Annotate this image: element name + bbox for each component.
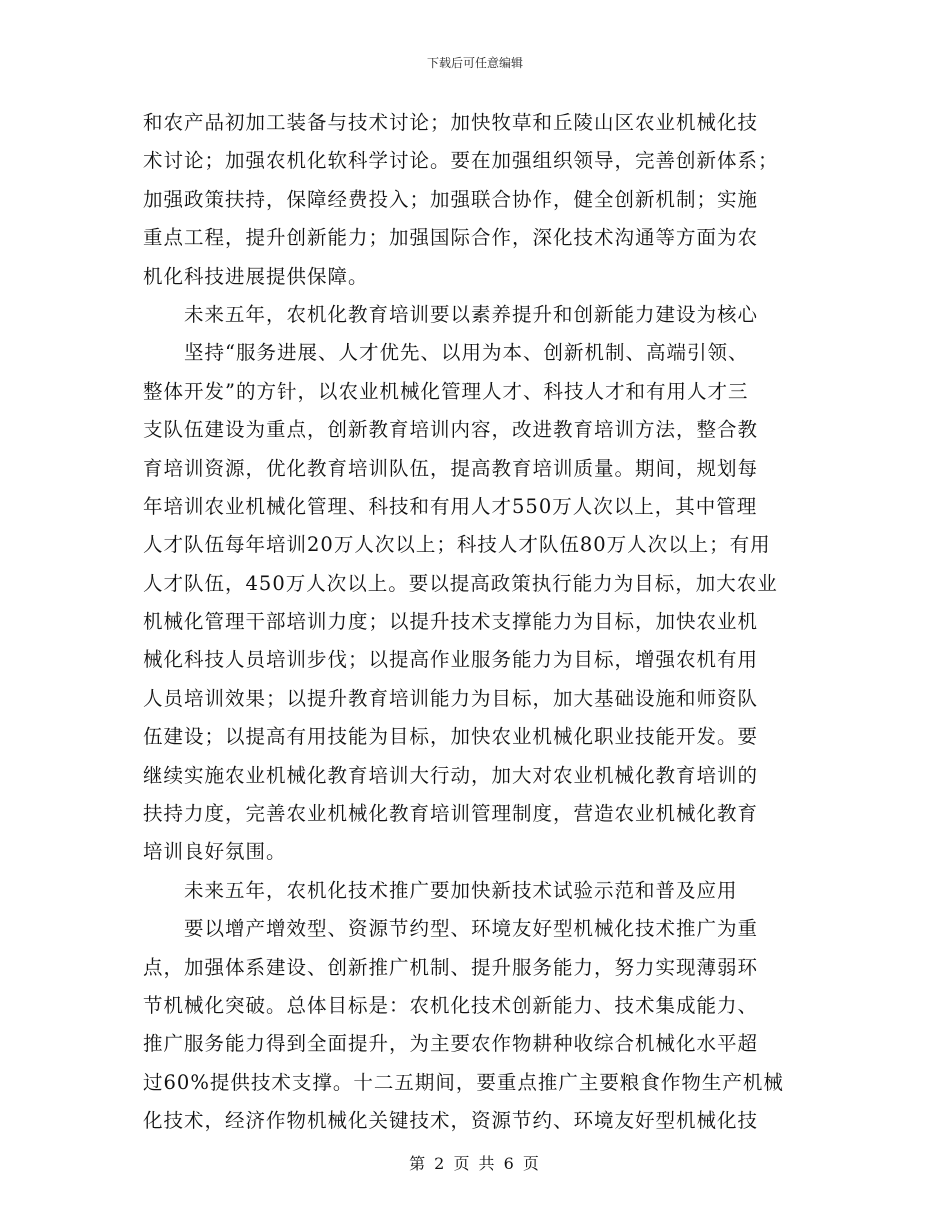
text-line: 支队伍建设为重点，创新教育培训内容，改进教育培训方法，整合教 bbox=[143, 418, 759, 442]
body-text bbox=[143, 104, 813, 1141]
text-line: 械化科技人员培训步伐；以提高作业服务能力为目标，增强农机有用 bbox=[143, 648, 759, 672]
text-line: 坚持“服务进展、人才优先、以用为本、创新机制、高端引领、 bbox=[184, 341, 749, 365]
text-line: 要以增产增效型、资源节约型、环境友好型机械化技术推广为重 bbox=[184, 917, 759, 941]
text-line: 伍建设；以提高有用技能为目标，加快农业机械化职业技能开发。要 bbox=[143, 725, 759, 749]
text-line: 和农产品初加工装备与技术讨论；加快牧草和丘陵山区农业机械化技 bbox=[143, 111, 759, 134]
page-header: 下载后可任意编辑 bbox=[426, 56, 523, 70]
text-line: 人才队伍每年培训20万人次以上；科技人才队伍80万人次以上；有用 bbox=[143, 533, 771, 557]
text-line: 继续实施农业机械化教育培训大行动，加大对农业机械化教育培训的 bbox=[143, 763, 759, 787]
text-line: 培训良好氛围。 bbox=[143, 840, 287, 864]
section-heading: 未来五年，农机化教育培训要以素养提升和创新能力建设为核心 bbox=[184, 302, 759, 326]
text-line: 整体开发”的方针，以农业机械化管理人才、科技人才和有用人才三 bbox=[143, 379, 749, 403]
text-line: 点，加强体系建设、创新推广机制、提升服务能力，努力实现薄弱环 bbox=[143, 955, 759, 979]
text-line: 化技术，经济作物机械化关键技术，资源节约、环境友好型机械化技 bbox=[143, 1109, 759, 1133]
text-line: 机化科技进展提供保障。 bbox=[143, 264, 369, 288]
page-footer: 第 2 页 共 6 页 bbox=[409, 1154, 541, 1173]
text-line: 人员培训效果；以提升教育培训能力为目标，加大基础设施和师资队 bbox=[143, 686, 759, 710]
text-line: 扶持力度，完善农业机械化教育培训管理制度，营造农业机械化教育 bbox=[143, 802, 759, 826]
text-line: 人才队伍，450万人次以上。要以提高政策执行能力为目标，加大农业 bbox=[143, 571, 778, 595]
text-line: 育培训资源，优化教育培训队伍，提高教育培训质量。期间，规划每 bbox=[143, 456, 759, 480]
text-line: 重点工程，提升创新能力；加强国际合作，深化技术沟通等方面为农 bbox=[143, 226, 759, 250]
text-line: 术讨论；加强农机化软科学讨论。要在加强组织领导，完善创新体系； bbox=[143, 149, 779, 173]
text-line: 年培训农业机械化管理、科技和有用人才550万人次以上，其中管理 bbox=[143, 494, 758, 518]
text-line: 节机械化突破。总体目标是：农机化技术创新能力、技术集成能力、 bbox=[143, 993, 759, 1017]
text-line: 过60%提供技术支撑。十二五期间，要重点推广主要粮食作物生产机械 bbox=[143, 1070, 784, 1094]
text-line: 推广服务能力得到全面提升，为主要农作物耕种收综合机械化水平超 bbox=[143, 1032, 759, 1056]
section-heading: 未来五年，农机化技术推广要加快新技术试验示范和普及应用 bbox=[184, 878, 738, 902]
text-line: 加强政策扶持，保障经费投入；加强联合协作，健全创新机制；实施 bbox=[143, 187, 759, 211]
text-line: 机械化管理干部培训力度；以提升技术支撑能力为目标，加快农业机 bbox=[143, 610, 759, 634]
